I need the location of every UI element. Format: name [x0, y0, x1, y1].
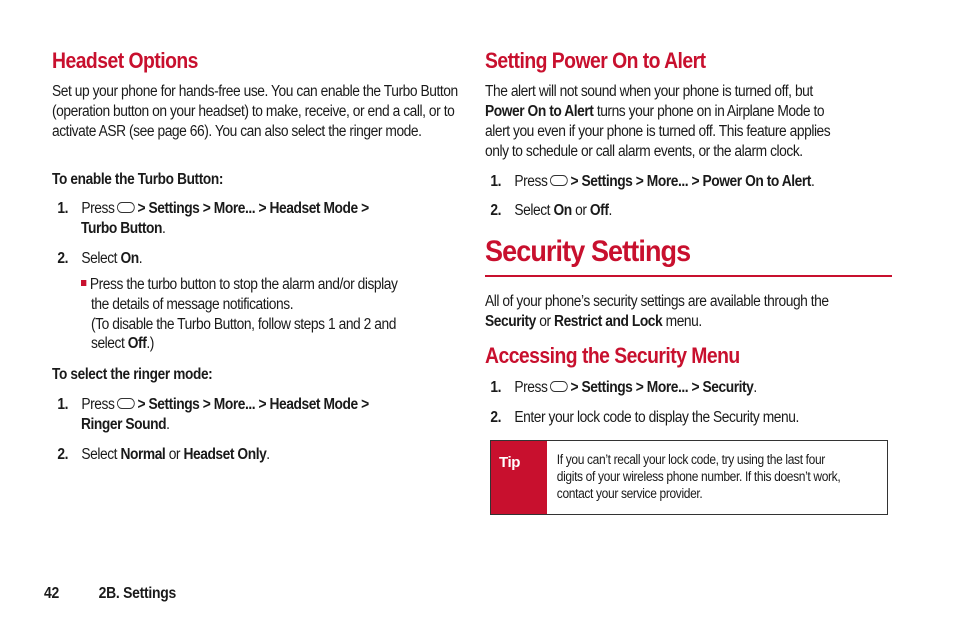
page-number: 42 — [44, 585, 59, 602]
turbo-note-line4: select Off.) — [91, 335, 154, 352]
security-intro-line2: Security or Restrict and Lock menu. — [485, 313, 702, 330]
power-intro-line4: only to schedule or call alarm events, or the alarm clock. — [485, 143, 803, 160]
tip-text: If you can’t recall your lock code, try using the last four digits of your wireless phone number. If this doesn’t work, contact your service provider. — [556, 452, 841, 501]
headset-intro: Set up your phone for hands-free use. You can enable the Turbo Button (operation button on your headset) to make, receive, or end a call, or to activate ASR (see page 66). You can also select the ringer mode. — [52, 83, 458, 140]
title-divider — [485, 275, 892, 277]
ringer-step-1-cont: Ringer Sound. — [81, 416, 170, 433]
security-settings-title: Security Settings — [485, 235, 691, 268]
access-step-1: 1. Press > Settings > More... > Security. — [490, 379, 757, 396]
ringer-subheading: To select the ringer mode: — [52, 366, 213, 383]
menu-key-icon — [117, 202, 135, 213]
turbo-subheading: To enable the Turbo Button: — [52, 171, 224, 188]
turbo-step-2: 2. Select On. — [57, 250, 143, 267]
power-intro-line1: The alert will not sound when your phone is turned off, but — [485, 83, 813, 100]
security-intro-line1: All of your phone’s security settings are available through the — [485, 293, 829, 310]
power-intro-line3: alert you even if your phone is turned off. This feature applies — [485, 123, 831, 140]
access-step-2: 2. Enter your lock code to display the Security menu. — [490, 409, 799, 426]
menu-key-icon — [550, 175, 568, 186]
ringer-step-1: 1. Press > Settings > More... > Headset Mode > — [57, 396, 369, 413]
headset-options-heading: Headset Options — [52, 48, 198, 73]
menu-key-icon — [550, 381, 568, 392]
turbo-step-1: 1. Press > Settings > More... > Headset Mode > — [57, 200, 369, 217]
power-on-alert-heading: Setting Power On to Alert — [485, 48, 706, 73]
accessing-security-heading: Accessing the Security Menu — [485, 343, 740, 368]
menu-key-icon — [117, 398, 135, 409]
ringer-step-2: 2. Select Normal or Headset Only. — [57, 446, 270, 463]
section-name: 2B. Settings — [98, 585, 177, 602]
turbo-step-1-cont: Turbo Button. — [81, 220, 166, 237]
bullet-icon — [81, 280, 86, 286]
turbo-note: Press the turbo button to stop the alarm and/or display — [81, 275, 397, 295]
page-footer — [44, 585, 176, 603]
power-intro-line2: Power On to Alert turns your phone on in Airplane Mode to — [485, 103, 825, 120]
power-step-2: 2. Select On or Off. — [490, 202, 612, 219]
turbo-note-line3: (To disable the Turbo Button, follow steps 1 and 2 and — [91, 316, 396, 333]
power-step-1: 1. Press > Settings > More... > Power On to Alert. — [490, 173, 815, 190]
tip-box — [490, 440, 888, 515]
tip-label: Tip — [491, 441, 547, 514]
turbo-note-line2: the details of message notifications. — [91, 296, 294, 313]
